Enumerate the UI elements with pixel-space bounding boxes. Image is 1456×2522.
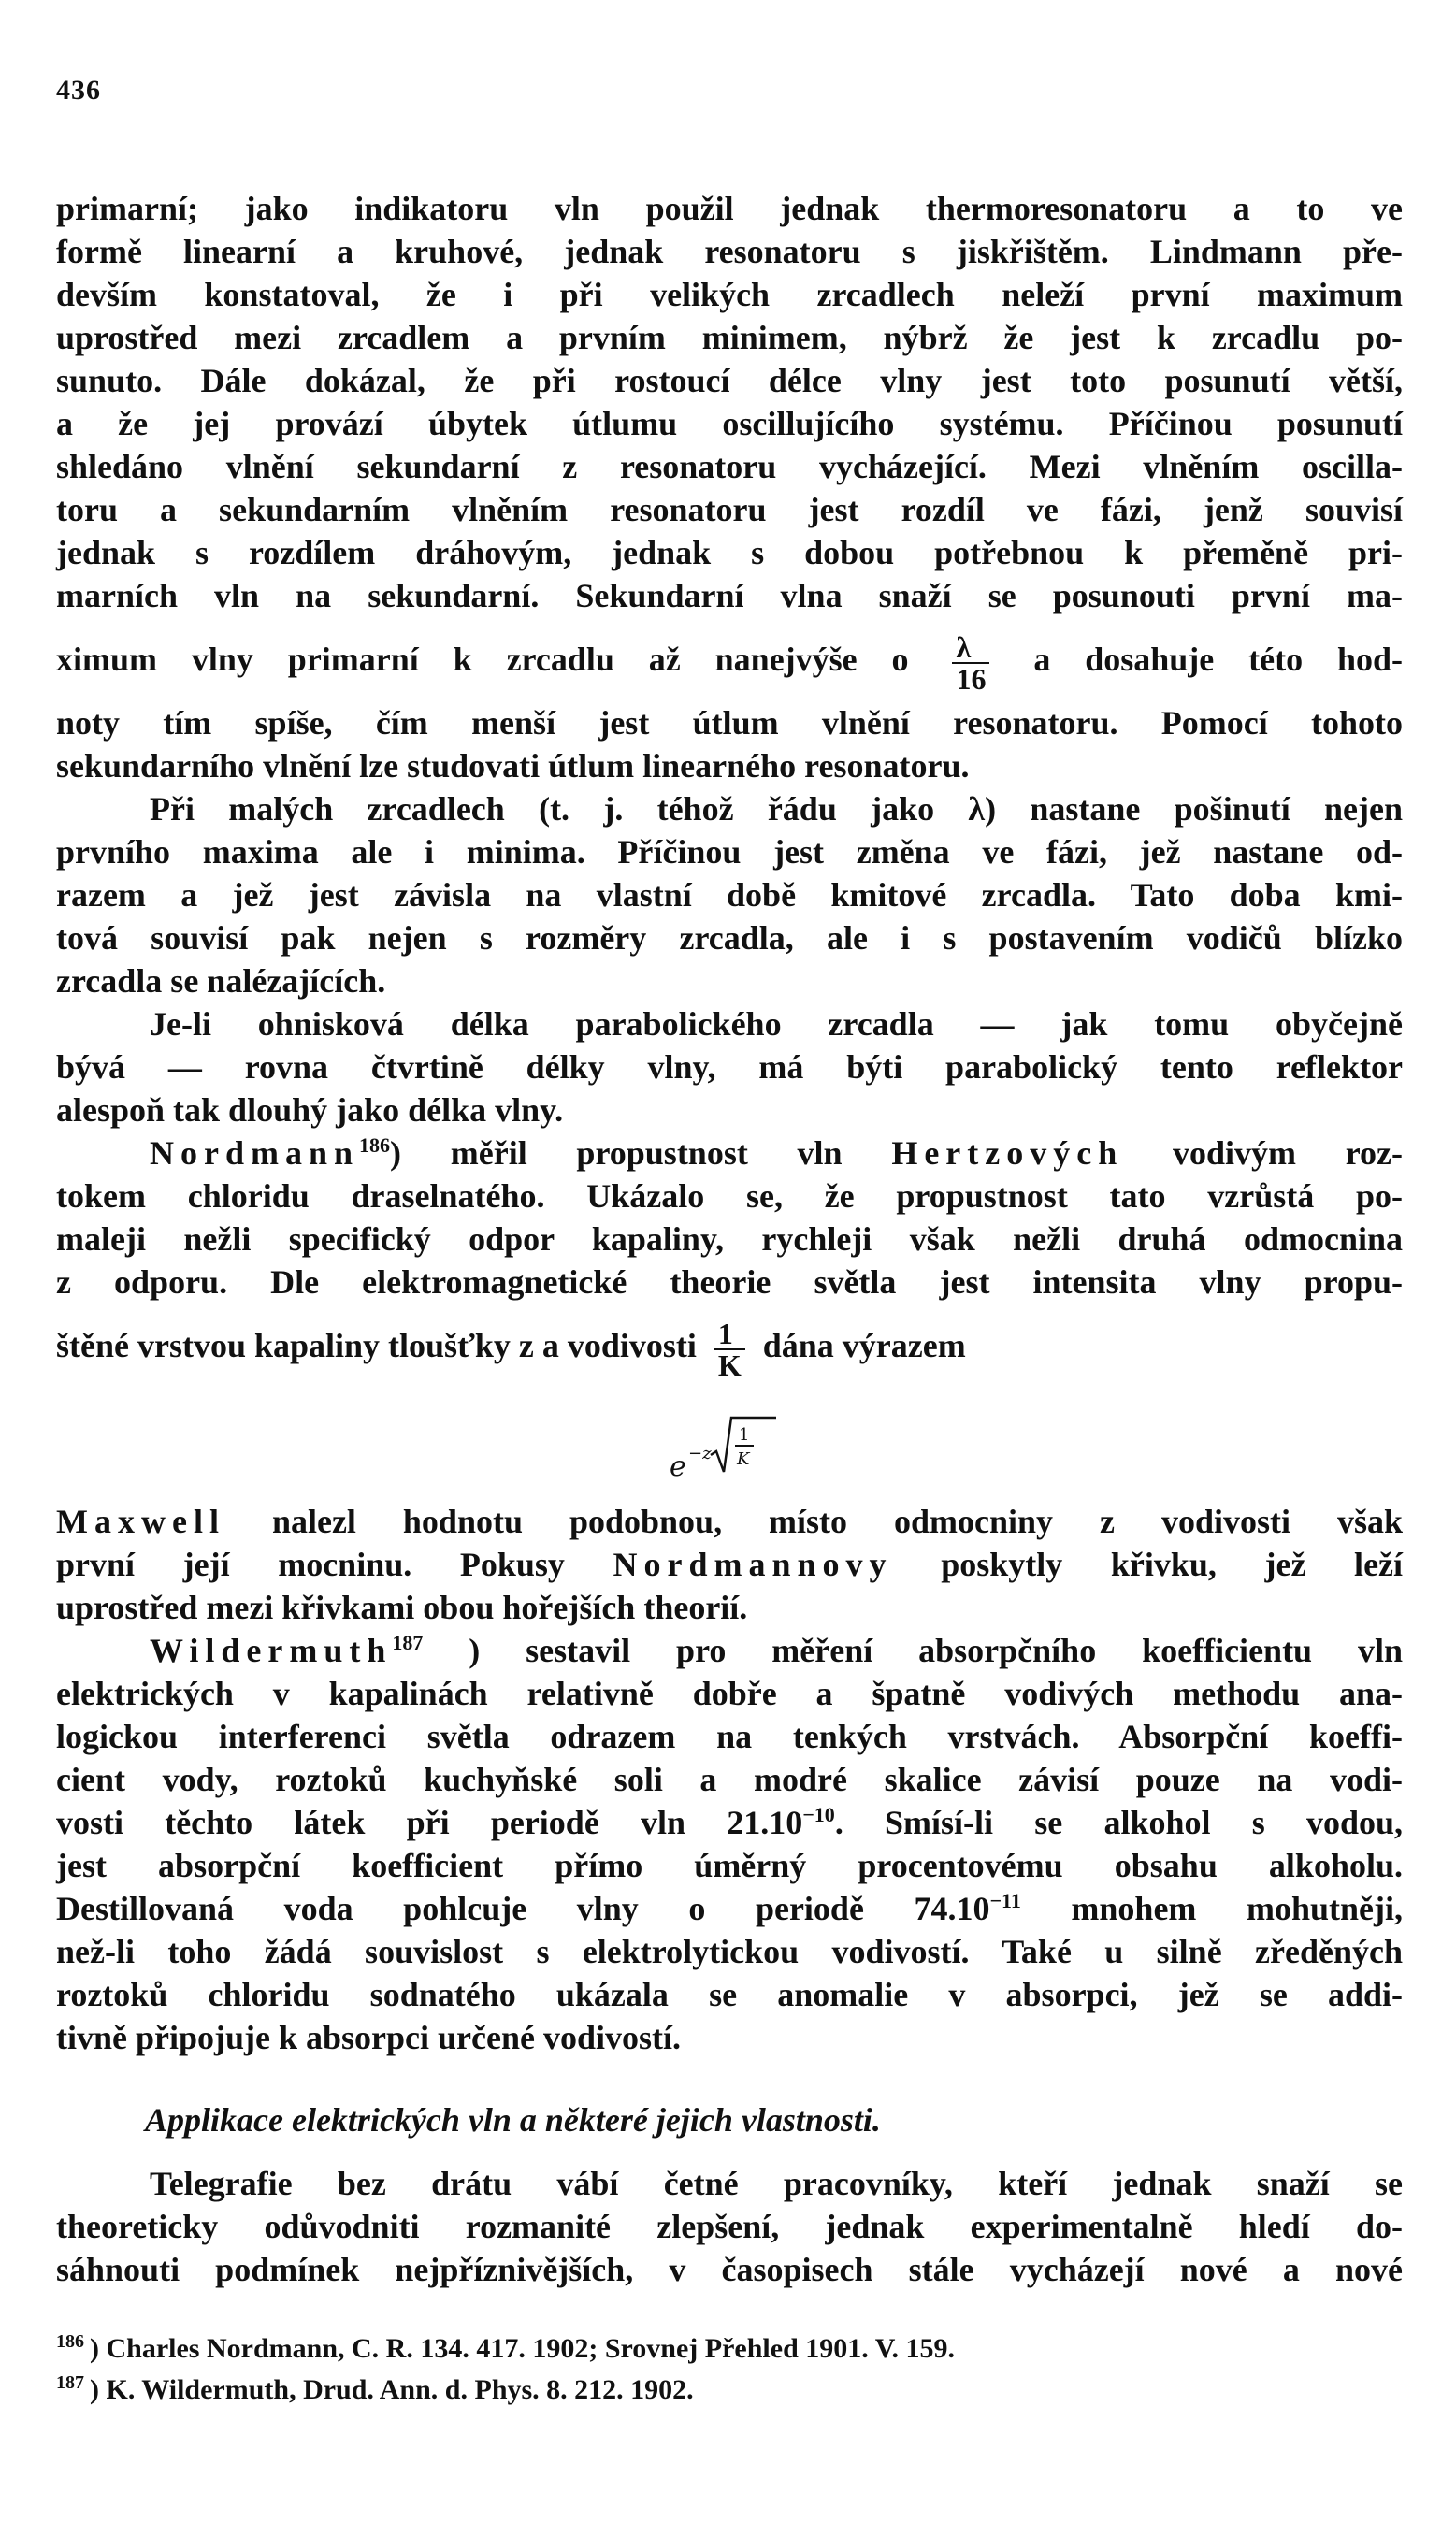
footnotes bbox=[56, 2328, 1403, 2411]
text-line: primarní; jako indikatoru vln použil jednak thermoresonatoru a to ve bbox=[56, 190, 1403, 227]
author-name: Nordmann bbox=[150, 1134, 360, 1172]
text-line: toru a sekundarním vlněním resonatoru jest rozdíl ve fázi, jenž souvisí bbox=[56, 491, 1403, 528]
text-line bbox=[56, 1629, 1403, 1672]
text-line bbox=[56, 1500, 1403, 1543]
author-name: Maxwell bbox=[56, 1503, 225, 1540]
text-line: logickou interferenci světla odrazem na tenkých vrstvách. Absorpční koeffi- bbox=[56, 1718, 1403, 1755]
text-line: sunuto. Dále dokázal, že při rostoucí délce vlny jest toto posunutí větší, bbox=[56, 362, 1403, 399]
footnote bbox=[56, 2370, 1403, 2411]
formula-graphic bbox=[664, 1397, 795, 1491]
fraction-denominator: 16 bbox=[952, 662, 989, 694]
exponent: −10 bbox=[802, 1803, 835, 1826]
text-line: tivně připojuje k absorpci určené vodivostí. bbox=[56, 2019, 682, 2056]
text-line: theoreticky odůvodniti rozmanité zlepšení, jednak experimentalně hledí do- bbox=[56, 2208, 1403, 2245]
text-line: Při malých zrcadlech (t. j. téhož řádu jako λ) nastane pošinutí nejen bbox=[150, 790, 1403, 828]
footnote-text: ) K. Wildermuth, Drud. Ann. d. Phys. 8. 212. 1902. bbox=[90, 2374, 694, 2405]
text-line: jednak s rozdílem dráhovým, jednak s dobou potřebnou k přeměně pri- bbox=[56, 534, 1403, 571]
text-line: Je-li ohnisková délka parabolického zrcadla — jak tomu obyčejně bbox=[150, 1005, 1403, 1043]
svg-text:−z: −z bbox=[688, 1444, 712, 1463]
footnote-ref: 187 bbox=[392, 1631, 424, 1654]
fraction-numerator: λ bbox=[956, 629, 972, 664]
text-line: alespoň tak dlouhý jako délka vlny. bbox=[56, 1091, 564, 1129]
text-line: zrcadla se nalézajících. bbox=[56, 962, 386, 1000]
text-line: roztoků chloridu sodnatého ukázala se anomalie v absorpci, jež se addi- bbox=[56, 1976, 1403, 2013]
text-line: než-li toho žádá souvislost s elektrolytickou vodivostí. Také u silně zředěných bbox=[56, 1933, 1403, 1970]
body-text bbox=[56, 187, 1403, 2291]
fraction-line bbox=[56, 617, 1403, 701]
text-line: maleji nežli specifický odpor kapaliny, rychleji však nežli druhá odmocnina bbox=[56, 1220, 1403, 1258]
text-line: uprostřed mezi zrcadlem a prvním minimem, nýbrž že jest k zrcadlu po- bbox=[56, 319, 1403, 356]
text-line: tová souvisí pak nejen s rozměry zrcadla, ale i s postavením vodičů blízko bbox=[56, 919, 1403, 957]
text-segment: mnohem mohutněji, bbox=[1071, 1890, 1403, 1927]
text-segment: vodivým roz- bbox=[1172, 1134, 1404, 1172]
text-segment: a dosahuje této hod- bbox=[1033, 641, 1404, 678]
text-line: uprostřed mezi křivkami obou hořejších theorií. bbox=[56, 1589, 748, 1626]
text-line: noty tím spíše, čím menší jest útlum vlnění resonatoru. Pomocí tohoto bbox=[56, 704, 1403, 742]
text-segment: . Smísí-li se alkohol s vodou, bbox=[834, 1804, 1404, 1841]
text-line bbox=[56, 1131, 1403, 1175]
exponent: −11 bbox=[989, 1889, 1021, 1912]
text-line: formě linearní a kruhové, jednak resonatoru s jiskřištěm. Lindmann pře- bbox=[56, 233, 1403, 270]
svg-text:K: K bbox=[737, 1449, 750, 1469]
text-line: tokem chloridu draselnatého. Ukázalo se, že propustnost tato vzrůstá po- bbox=[56, 1177, 1403, 1215]
text-line: devším konstatoval, že i při velikých zrcadlech neleží první maximum bbox=[56, 276, 1403, 313]
author-name: Nordmannovy bbox=[613, 1546, 893, 1583]
text-line bbox=[56, 1887, 1403, 1930]
fraction-denominator: K bbox=[714, 1348, 745, 1380]
fraction-line bbox=[56, 1304, 1403, 1388]
footnote-mark: 187 bbox=[56, 2372, 84, 2393]
text-line bbox=[56, 1543, 1403, 1586]
author-name: Hertzových bbox=[891, 1134, 1124, 1172]
text-line: marních vln na sekundarní. Sekundarní vlna snaží se posunouti první ma- bbox=[56, 577, 1403, 614]
text-line: cient vody, roztoků kuchyňské soli a modré skalice závisí pouze na vodi- bbox=[56, 1761, 1403, 1798]
text-line: sáhnouti podmínek nejpříznivějších, v časopisech stále vycházejí nové a nové bbox=[56, 2251, 1403, 2288]
text-line: razem a jež jest závisla na vlastní době kmitové zrcadla. Tato doba kmi- bbox=[56, 876, 1403, 914]
text-segment: první její mocninu. Pokusy bbox=[56, 1546, 565, 1583]
text-line bbox=[56, 1801, 1403, 1844]
text-segment: poskytly křivku, jež leží bbox=[941, 1546, 1404, 1583]
section-heading: Applikace elektrických vln a některé jejich vlastnosti. bbox=[145, 2101, 881, 2139]
fraction bbox=[714, 1316, 745, 1382]
text-segment: ximum vlny primarní k zrcadlu až nanejvýše o bbox=[56, 641, 909, 678]
text-line: a že jej provází úbytek útlumu oscillujícího systému. Příčinou posunutí bbox=[56, 405, 1403, 442]
footnote-text: ) Charles Nordmann, C. R. 134. 417. 1902; Srovnej Přehled 1901. V. 159. bbox=[90, 2333, 956, 2364]
text-line: sekundarního vlnění lze studovati útlum linearného resonatoru. bbox=[56, 747, 970, 785]
text-line: elektrických v kapalinách relativně dobře a špatně vodivých methodu ana- bbox=[56, 1675, 1403, 1712]
text-line: shledáno vlnění sekundarní z resonatoru vycházející. Mezi vlněním oscilla- bbox=[56, 448, 1403, 485]
fraction-numerator: 1 bbox=[717, 1316, 733, 1350]
text-line: jest absorpční koefficient přímo úměrný procentovému obsahu alkoholu. bbox=[56, 1847, 1403, 1884]
footnote bbox=[56, 2328, 1403, 2370]
text-line: z odporu. Dle elektromagnetické theorie světla jest intensita vlny propu- bbox=[56, 1263, 1403, 1301]
text-segment: vosti těchto látek při periodě vln 21.10 bbox=[56, 1804, 803, 1841]
text-line: bývá — rovna čtvrtině délky vlny, má býti parabolický tento reflektor bbox=[56, 1048, 1403, 1086]
text-segment: ) sestavil pro měření absorpčního koefficientu vln bbox=[469, 1632, 1403, 1669]
svg-text:1: 1 bbox=[739, 1425, 750, 1445]
fraction bbox=[952, 629, 989, 696]
author-name: Wildermuth bbox=[150, 1632, 393, 1669]
footnote-ref: 186 bbox=[359, 1133, 391, 1157]
formula bbox=[56, 1388, 1403, 1500]
text-segment: Destillovaná voda pohlcuje vlny o periodě 74.10 bbox=[56, 1890, 990, 1927]
text-segment: dána výrazem bbox=[762, 1327, 966, 1364]
page-number: 436 bbox=[56, 75, 101, 106]
text-segment: nalezl hodnotu podobnou, místo odmocniny z vodivosti však bbox=[271, 1503, 1404, 1540]
text-line: prvního maxima ale i minima. Příčinou jest změna ve fázi, jež nastane od- bbox=[56, 833, 1403, 871]
text-segment: ) měřil propustnost vln bbox=[390, 1134, 843, 1172]
svg-text:e: e bbox=[670, 1450, 686, 1483]
text-segment: štěné vrstvou kapaliny tloušťky z a vodivosti bbox=[56, 1327, 697, 1364]
text-line: Telegrafie bez drátu vábí četné pracovníky, kteří jednak snaží se bbox=[150, 2165, 1403, 2202]
footnote-mark: 186 bbox=[56, 2331, 84, 2352]
